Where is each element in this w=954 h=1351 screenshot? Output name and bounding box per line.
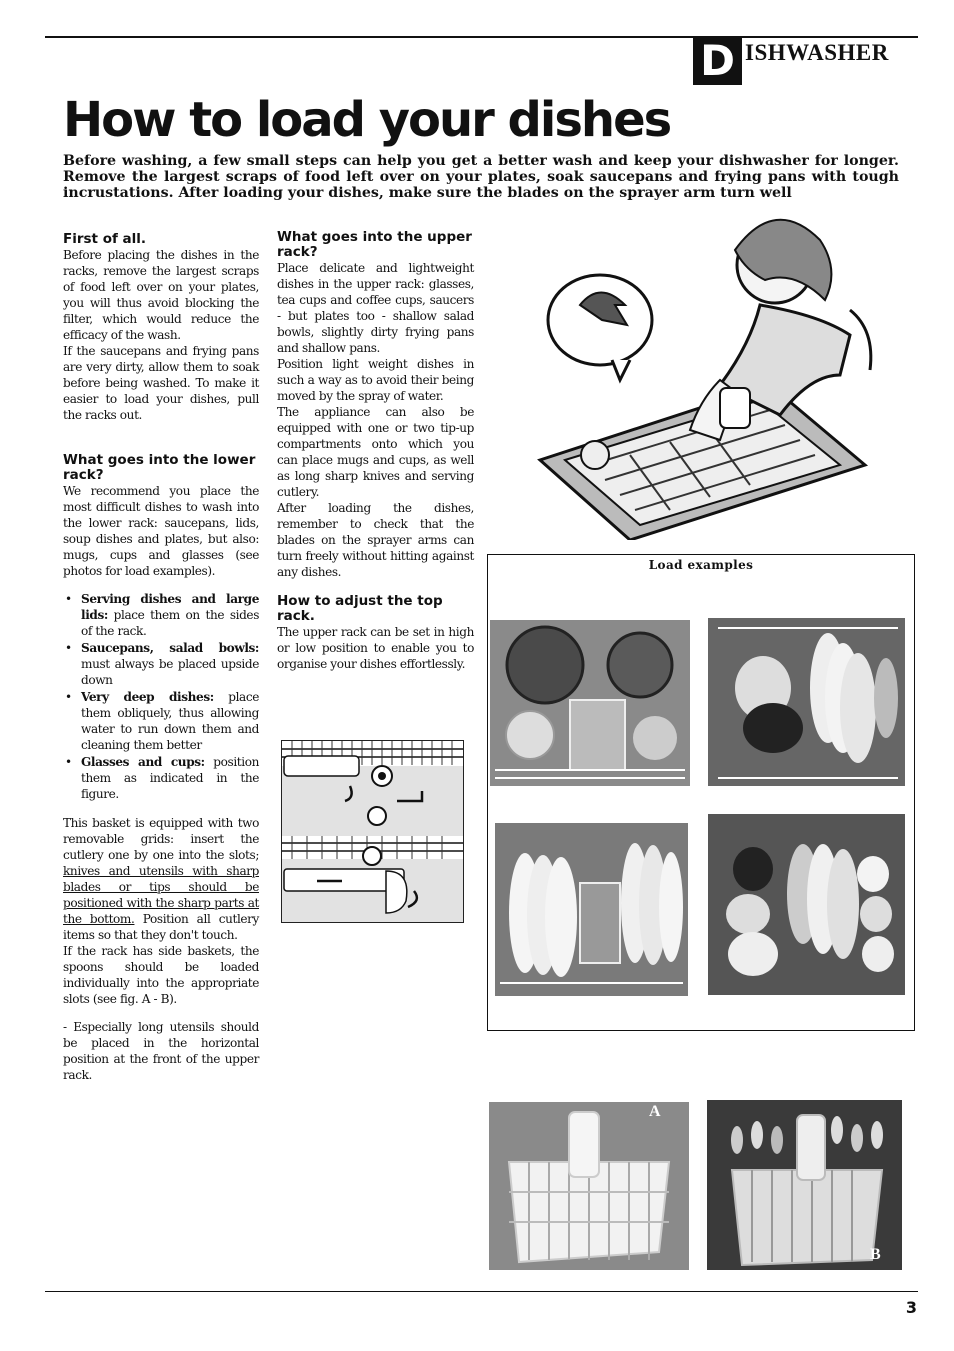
woman-loading-dishwasher-illustration	[520, 210, 880, 540]
bullet-deep-dishes: • Very deep dishes: place them obliquely, thus allowing water to run down them and cleaning them better	[63, 689, 259, 753]
basket-label-a: A	[649, 1103, 661, 1120]
bullet-glasses-cups: • Glasses and cups: position them as indicated in the figure.	[63, 754, 259, 802]
upper-rack-adjustment-diagram	[281, 740, 464, 923]
load-examples-title: Load examples	[648, 558, 754, 572]
cutlery-basket-empty-photo	[489, 1102, 689, 1270]
upper-rack-paragraph-2: Position light weight dishes in such a way as to avoid their being moved by the spray of water.	[277, 357, 474, 403]
bottom-rule	[45, 1291, 918, 1292]
page-number: 3	[905, 1298, 917, 1317]
middle-text-column	[277, 230, 474, 672]
left-text-column	[63, 232, 259, 1083]
upper-rack-paragraph-3: The appliance can also be equipped with one or two tip-up compartments onto which you can place mugs and cups, as well as long sharp knives and serving cutlery.	[277, 405, 474, 499]
upper-rack-photo-plates	[708, 618, 905, 786]
long-utensils-paragraph: - Especially long utensils should be placed in the horizontal position at the front of the upper rack.	[63, 1020, 259, 1082]
lower-rack-photo-pans	[490, 620, 690, 786]
upper-rack-paragraph-1: Place delicate and lightweight dishes in the upper rack: glasses, tea cups and coffee cups, saucers - but plates too - shallow salad bowls, slightly dirty frying pans and shallow pans.	[277, 261, 474, 355]
adjust-top-rack-paragraph: The upper rack can be set in high or low position to enable you to organise your dishes effortlessly.	[277, 625, 474, 671]
upper-rack-heading: What goes into the upper rack?	[277, 229, 472, 260]
first-of-all-heading: First of all.	[63, 231, 147, 247]
basket-label-b: B	[870, 1246, 881, 1263]
lower-rack-bullet-list	[63, 591, 259, 802]
top-rule	[45, 36, 918, 38]
adjust-top-rack-heading: How to adjust the top rack.	[277, 593, 443, 624]
cutlery-basket-full-photo	[707, 1100, 902, 1270]
bullet-serving-dishes: • Serving dishes and large lids: place them on the sides of the rack.	[63, 591, 259, 639]
load-examples-panel	[487, 554, 915, 1031]
upper-rack-photo-cups	[708, 814, 905, 995]
lower-rack-photo-plates	[495, 823, 688, 996]
sharp-utensils-warning: knives and utensils with sharp blades or tips should be positioned with the sharp parts at the bottom.	[63, 864, 259, 926]
section-initial-box: D	[693, 37, 742, 85]
bullet-saucepans: • Saucepans, salad bowls: must always be placed upside down	[63, 640, 259, 688]
lower-rack-heading: What goes into the lower rack?	[63, 452, 256, 483]
first-of-all-paragraph-2: If the saucepans and frying pans are very dirty, allow them to soak before being washed. To make it easier to load your dishes, pull the racks out.	[63, 344, 259, 422]
intro-paragraph: Before washing, a few small steps can help you get a better wash and keep your dishwasher for longer. Remove the largest scraps of food left over on your plates, soak saucepans and frying pans with tough incrustations. After loading your dishes, make sure the blades on the sprayer arm turn well	[63, 153, 899, 201]
cutlery-basket-paragraph: This basket is equipped with two removable grids: insert the cutlery one by one into the slots; knives and utensils with sharp blades or tips should be positioned with the sharp parts at the bottom. Position all cutlery items so that they don't touch.	[63, 816, 259, 942]
side-baskets-paragraph: If the rack has side baskets, the spoons should be loaded individually into the appropriate slots (see fig. A - B).	[63, 944, 259, 1006]
upper-rack-paragraph-4: After loading the dishes, remember to check that the blades on the sprayer arms can turn freely without hitting against any dishes.	[277, 501, 474, 579]
page-title: How to load your dishes	[63, 92, 671, 148]
lower-rack-paragraph: We recommend you place the most difficult dishes to wash into the lower rack: saucepans, lids, soup dishes and plates, but also: mugs, cups and glasses (see photos for load examples).	[63, 484, 259, 578]
section-title: ISHWASHER	[745, 40, 889, 65]
first-of-all-paragraph-1: Before placing the dishes in the racks, remove the largest scraps of food left over on your plates, you will thus avoid blocking the filter, which would reduce the efficacy of the wash.	[63, 248, 259, 342]
